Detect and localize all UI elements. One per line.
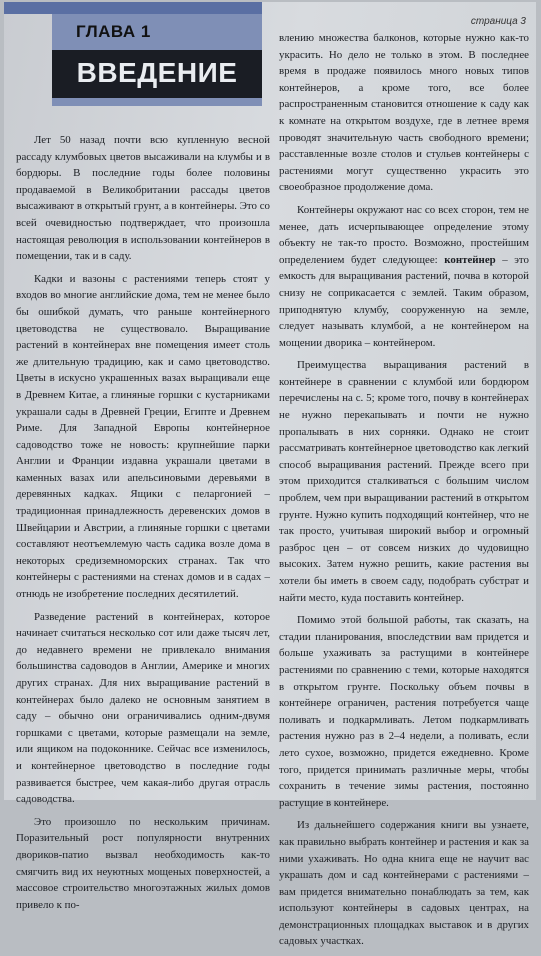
paragraph: Преимущества выращивания растений в контейнере в сравнении с клумбой или бордюром перечислены на с. 5; кроме того, почву в контейнерах не нужно перекапывать и почти не нужно пропалывать в них сорняки. Однако не стоит рассматривать контейнерное цветоводство как легкий способ выращивания растений. Прежде всего при этом приходится сталкиваться с большим числом проблем, чем при выращивании растений в открытом грунте. Нужно купить подходящий контейнер, что не так просто, учитывая широкий выбор и огромный разброс цен – от совсем низких до чудовищно высоких. Затем нужно решить, какие растения вы хотели бы иметь в своем саду, подобрать субстрат и найти место, куда поставить контейнер. xyxy=(279,359,530,604)
paragraph: влению множества балконов, которые нужно как-то украсить. Но дело не только в этом. В последнее время в продаже появилось много новых типов контейнеров, а кроме того, все более распространенным становится отношение к саду как к комнате на открытом воздухе, где в летнее время проводят значительную часть свободного времени; расставленные возле столов и стульев контейнеры с растениями могут существенно украсить это своеобразное продолжение дома. xyxy=(279,32,529,194)
page-number: страница 3 xyxy=(470,16,526,27)
paragraph: Лет 50 назад почти всю купленную весной рассаду клумбовых цветов высаживали на клумбы и в бордюры. В последние годы более половины продаваемой в Великобритании рассады цветов высаживают в открытый грунт, а в контейнеры. Это со всей очевидностью подтверждает, что произошла настоящая революция в использовании контейнеров в помещении, так и в саду. xyxy=(16,134,270,263)
paragraph: Это произошло по нескольким причинам. Поразительный рост популярности внутренних двориков-патио вызвал необходимость как-то смягчить вид их неуютных мощеных поверхностей, а массовое строительство многоэтажных жилых домов привело к по- xyxy=(16,815,270,911)
paragraph: Контейнеры окружают нас со всех сторон, тем не менее, дать исчерпывающее определение этому объекту не так-то просто. Возможно, простейшим определением будет следующее: контейнер – это емкость для выращивания растений, почва в которой снизу не соприкасается с землей. Таким образом, приподнятую клумбу, сооруженную на земле, следует называть клумбой, а не контейнером на мощении дворика – контейнером. xyxy=(279,203,529,349)
header-accent-bar xyxy=(4,2,262,14)
right-text-column xyxy=(279,30,529,956)
paragraph: Помимо этой большой работы, так сказать, на стадии планирования, впоследствии вам придется и больше ухаживать за растущими в контейнере растениями по сравнению с теми, которые находятся в открытом грунте. Поскольку объем почвы в контейнере ограничен, растения потребуется чаще поливать и подкармливать. Летом подкармливать растения нужно раз в 2–4 недели, а поливать, если лето сухое, возможно, придется ежедневно. Кроме того, придется принимать различные меры, чтобы сохранить в течение зимы растения, постоянно растущие в контейнере. xyxy=(279,614,529,809)
book-page xyxy=(4,2,536,948)
chapter-title: ВВЕДЕНИЕ xyxy=(76,57,238,88)
defined-term: контейнер xyxy=(444,253,496,266)
paragraph: Кадки и вазоны с растениями теперь стоят у входов во многие английские дома, тем не менее было бы ошибкой думать, что раньше контейнерного цветоводства не существовало. Выращивание растений в контейнерах вне помещения имеет столь же длительную традицию, как и само цветоводство. Цветы в искусно украшенных вазах выращивали еще в Древнем Китае, а глиняные горшки с кустарниками украшали сады в Древней Греции, Египте и Древнем Риме. Для Западной Европы контейнерное садоводство тоже не новость: крупнейшие парки Англии и Франции издавна украшали цветами в каменных вазах или апельсиновыми деревьями в деревянных кадках. Ящики с пеларгонией – традиционная принадлежность деревенских домов в Швейцарии и Австрии, а глиняные горшки с цветами составляют неотъемлемую часть садика возле дома в некоторых средиземноморских странах. Так что контейнеры с растениями на стенах домов и в садах – отнюдь не изобретение последних десятилетий. xyxy=(16,272,270,601)
paragraph: Разведение растений в контейнерах, которое начинает считаться несколько сот или даже тысяч лет, до недавнего времени не привлекало внимания большинства садоводов в Англии, Америке и многих других странах. Для них выращивание растений в контейнерах было далеко не основным занятием в саду – обычно они ограничивались одним-двумя горшками с цветами, которые размещали на земле, или ящиком на подоконнике. Сейчас все изменилось, и контейнерное цветоводство в последние годы развивается быстрее, чем какая-либо другая отрасль садоводства. xyxy=(16,610,270,806)
paragraph: Из дальнейшего содержания книги вы узнаете, как правильно выбрать контейнер и растения и как за ними ухаживать. Но одна книга еще не научит вас украшать дом и сад контейнерами с растениями – вам придется внимательно понаблюдать за тем, как используют контейнеры в садовых центрах, на демонстрационных площадках выставок и в других садовых участках. xyxy=(279,819,529,948)
chapter-label: ГЛАВА 1 xyxy=(76,22,151,41)
left-text-column xyxy=(16,132,270,919)
